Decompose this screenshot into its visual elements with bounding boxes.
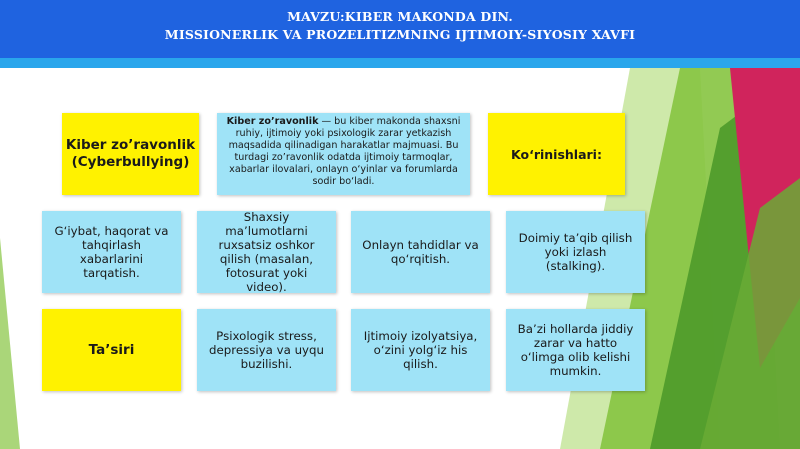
term-label-line1: Kiber zo’ravonlik [65,137,196,153]
effect-item-2: Ijtimoiy izolyatsiya, o‘zini yolg‘iz his qilish. [351,309,490,391]
effect-item-1: Psixologik stress, depressiya va uyqu buzilishi. [197,309,336,391]
deco-left-green [0,238,20,449]
effects-label-box [42,309,181,391]
manifestation-item-2: Shaxsiy ma’lumotlarni ruxsatsiz oshkor qilish (masalan, fotosurat yoki video). [197,211,336,293]
slide-title [0,0,800,58]
manifestation-item-4: Doimiy ta’qib qilish yoki izlash (stalking). [506,211,645,293]
slide-title-line2: MISSIONERLIK VA PROZELITIZMNING IJTIMOIY-SIYOSIY XAVFI [164,27,636,42]
term-box-cyberbullying [62,113,199,195]
effect-item-3: Ba’zi hollarda jiddiy zarar va hatto o‘limga olib kelishi mumkin. [506,309,645,391]
effects-label: Ta’siri [88,341,135,358]
slide-title-line1: MAVZU:KIBER MAKONDA DIN. [287,9,513,24]
header-accent-band [0,58,800,68]
manifestation-item-3: Onlayn tahdidlar va qo‘rqitish. [351,211,490,293]
term-label-line2: (Cyberbullying) [71,154,190,170]
manifestations-label: Ko‘rinishlari: [511,146,602,162]
manifestations-label-box [488,113,625,195]
manifestation-item-1: G‘iybat, haqorat va tahqirlash xabarlarini tarqatish. [42,211,181,293]
definition-box [217,113,470,195]
definition-term: Kiber zo’ravonlik [226,116,319,127]
definition-text: — bu kiber makonda shaxsni ruhiy, ijtimoiy yoki psixologik zarar yetkazish maqsadida qilinadigan harakatlar majmuasi. Bu turdagi zo’ravonlik odatda ijtimoiy tarmoqlar, xabarlar ilovalari, onlayn o‘yinlar va forumlarda sodir bo‘ladi. [228,116,461,187]
